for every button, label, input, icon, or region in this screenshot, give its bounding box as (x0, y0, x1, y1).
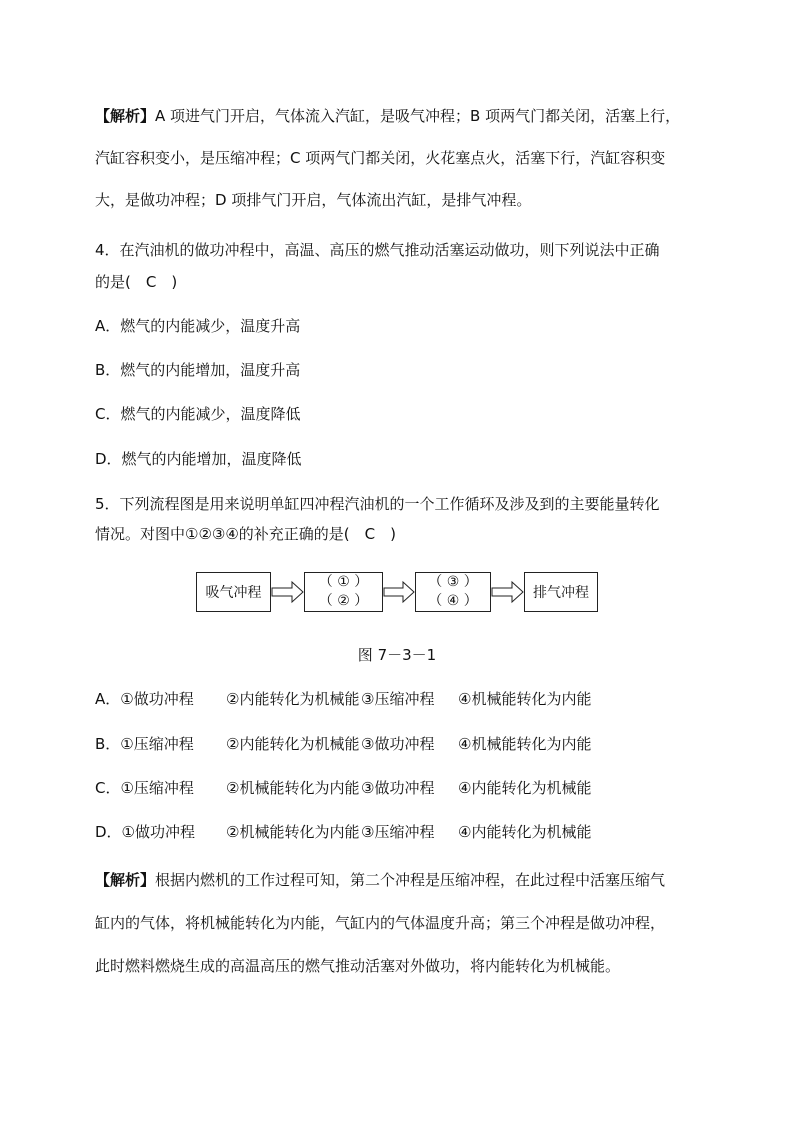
analysis-2-line-1 (95, 870, 735, 890)
option-d-part-3: ③压缩冲程 (361, 823, 435, 841)
question-4-option-b: B．燃气的内能增加，温度升高 (95, 361, 301, 379)
option-c-part-2: ②机械能转化为内能 (226, 779, 360, 797)
question-4-stem-2: 的是( C ) (95, 273, 178, 291)
option-a-part-2: ②内能转化为机械能 (226, 690, 360, 708)
flow-arrow-3-icon (492, 582, 523, 602)
flow-arrow-1-icon (272, 582, 303, 602)
flow-box-blank-1-2 (304, 572, 383, 612)
question-5-option-b (95, 734, 735, 754)
flow-box-exhaust-label: 排气冲程 (533, 585, 589, 601)
option-b-part-3: ③做功冲程 (361, 735, 435, 753)
question-5-option-c (95, 778, 735, 798)
option-d-part-2: ②机械能转化为内能 (226, 823, 360, 841)
flow-blank-2: （ ② ） (318, 593, 369, 609)
flow-blank-1: （ ① ） (318, 574, 369, 590)
flow-box-intake-label: 吸气冲程 (205, 585, 262, 601)
option-d-part-4: ④内能转化为机械能 (458, 823, 592, 841)
figure-caption: 图 7－3－1 (357, 646, 437, 664)
question-4-option-c: C．燃气的内能减少，温度降低 (95, 405, 301, 423)
flow-blank-3: （ ③ ） (428, 574, 478, 590)
option-c-part-1: C．①压缩冲程 (95, 779, 194, 797)
flow-box-intake (196, 572, 271, 612)
analysis-2-text: 根据内燃机的工作过程可知，第二个冲程是压缩冲程，在此过程中活塞压缩气 (155, 871, 666, 889)
question-5-stem-1: 5．下列流程图是用来说明单缸四冲程汽油机的一个工作循环及涉及到的主要能量转化 (95, 495, 660, 513)
analysis-1-line-2: 汽缸容积变小，是压缩冲程；C 项两气门都关闭，火花塞点火，活塞下行，汽缸容积变 (95, 149, 666, 167)
question-4-stem-1: 4．在汽油机的做功冲程中，高温、高压的燃气推动活塞运动做功，则下列说法中正确 (95, 241, 660, 259)
question-5-stem-2: 情况。对图中①②③④的补充正确的是( C ) (95, 525, 396, 543)
option-b-part-1: B．①压缩冲程 (95, 735, 194, 753)
analysis-2-tag: 【解析】 (95, 871, 156, 889)
question-5-option-d (95, 822, 735, 842)
flow-blank-4: （ ④ ） (428, 593, 478, 609)
option-a-part-4: ④机械能转化为内能 (458, 690, 592, 708)
question-5-option-a (95, 689, 735, 709)
question-4-option-a: A．燃气的内能减少，温度升高 (95, 317, 301, 335)
analysis-tag: 【解析】 (95, 107, 156, 125)
option-b-part-4: ④机械能转化为内能 (458, 735, 592, 753)
flow-box-exhaust (524, 572, 598, 612)
option-c-part-3: ③做功冲程 (361, 779, 435, 797)
option-a-part-3: ③压缩冲程 (361, 690, 435, 708)
analysis-2-line-3: 此时燃料燃烧生成的高温高压的燃气推动活塞对外做功，将内能转化为机械能。 (95, 957, 621, 975)
analysis-1-line-3: 大，是做功冲程；D 项排气门开启，气体流出汽缸，是排气冲程。 (95, 191, 532, 209)
option-b-part-2: ②内能转化为机械能 (226, 735, 360, 753)
option-c-part-4: ④内能转化为机械能 (458, 779, 592, 797)
analysis-1-line-1 (95, 106, 735, 126)
flow-arrow-2-icon (384, 582, 414, 602)
analysis-text: A 项进气门开启，气体流入汽缸，是吸气冲程；B 项两气门都关闭，活塞上行， (155, 107, 681, 125)
flow-box-blank-3-4 (415, 572, 491, 612)
option-a-part-1: A．①做功冲程 (95, 690, 194, 708)
option-d-part-1: D．①做功冲程 (95, 823, 195, 841)
analysis-2-line-2: 缸内的气体，将机械能转化为内能，气缸内的气体温度升高；第三个冲程是做功冲程， (95, 914, 666, 932)
question-4-option-d: D．燃气的内能增加，温度降低 (95, 450, 302, 468)
